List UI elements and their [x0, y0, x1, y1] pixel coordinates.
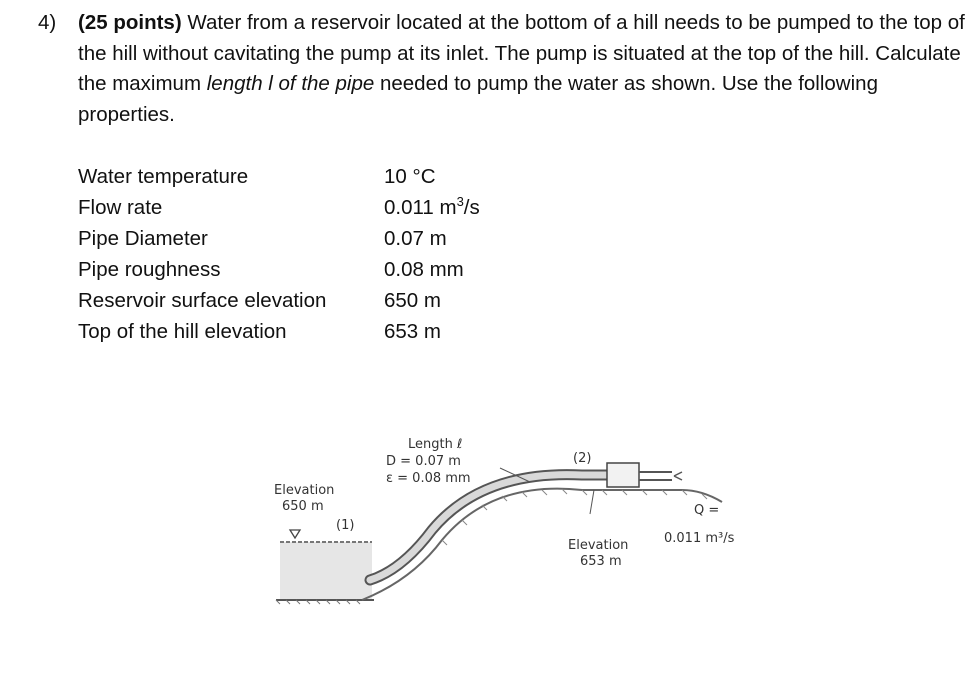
roughness-label: ε = 0.08 mm	[386, 471, 471, 486]
diameter-label: D = 0.07 m	[386, 454, 461, 469]
flow-q-value: 0.011 m³/s	[664, 531, 735, 546]
property-value	[384, 192, 480, 223]
elevation-1-title: Elevation	[274, 483, 335, 498]
question-text	[78, 8, 973, 130]
question-text-italic: length l of the pipe	[206, 72, 375, 95]
question-points: (25 points)	[78, 11, 182, 34]
question-text-after: needed to pump the water as shown. Use the following properties.	[78, 72, 878, 126]
flow-rate-exponent: 3	[456, 194, 464, 210]
property-label: Reservoir surface elevation	[78, 289, 327, 312]
elevation-1-value: 650 m	[282, 499, 324, 514]
property-value: 0.07 m	[384, 227, 447, 250]
flow-rate-value: 0.011 m	[384, 196, 457, 219]
question-text-before: Water from a reservoir located at the bottom of a hill needs to be pumped to the top of the hill without cavitating the pump at its inlet. The pump is situated at the top of the hill. Calculate the maximum	[78, 11, 965, 95]
pipe-diagram-svg	[262, 430, 782, 610]
point-2-label: (2)	[573, 451, 592, 466]
flow-rate-unit-tail: /s	[463, 196, 480, 219]
reservoir	[276, 530, 374, 604]
pipe-diagram	[262, 430, 782, 610]
property-value: 10 °C	[384, 165, 436, 188]
leader-line	[590, 490, 594, 514]
elevation-2-value: 653 m	[580, 554, 622, 569]
pump-icon	[607, 463, 639, 487]
flow-arrow-icon	[674, 472, 682, 480]
water-surface-icon	[290, 530, 300, 538]
outlet-pipe	[639, 472, 672, 480]
property-value: 650 m	[384, 289, 441, 312]
property-label: Water temperature	[78, 165, 249, 188]
property-value: 653 m	[384, 320, 441, 343]
elevation-2-title: Elevation	[568, 538, 629, 553]
property-label: Pipe roughness	[78, 258, 221, 281]
property-label: Top of the hill elevation	[78, 320, 287, 343]
property-label: Pipe Diameter	[78, 227, 208, 250]
question-number: 4)	[38, 11, 57, 34]
flow-q-label: Q =	[694, 503, 720, 518]
property-label: Flow rate	[78, 196, 163, 219]
length-label: Length ℓ	[408, 437, 463, 452]
point-1-label: (1)	[336, 518, 355, 533]
property-value: 0.08 mm	[384, 258, 464, 281]
